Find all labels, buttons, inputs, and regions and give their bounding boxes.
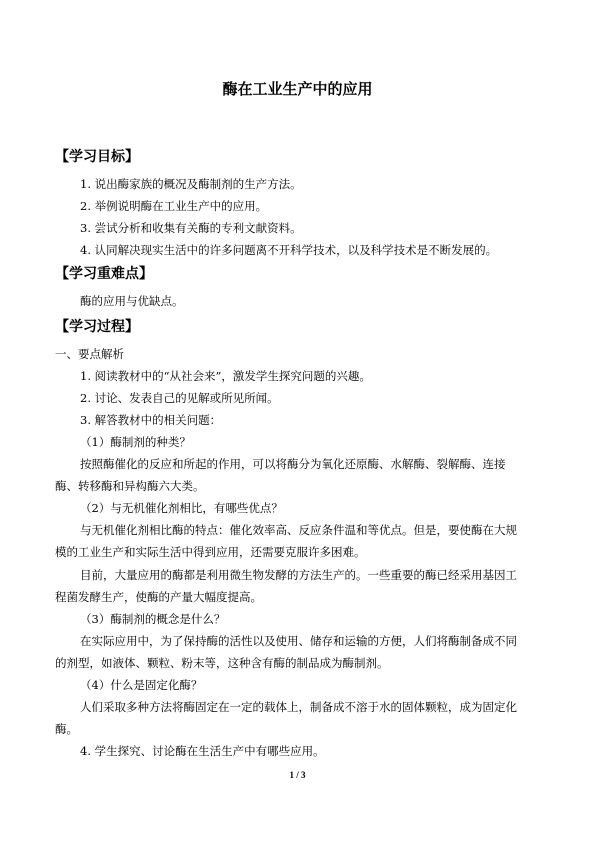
goal-item-1: 1. 说出酶家族的概况及酶制剂的生产方法。 — [80, 177, 302, 191]
step-3: 3. 解答教材中的相关问题： — [80, 413, 222, 427]
answer-3-line-2: 的剂型，如液体、颗粒、粉末等，这种含有酶的制品成为酶制剂。 — [55, 656, 389, 670]
page-title: 酶在工业生产中的应用 — [222, 80, 373, 98]
heading-learning-process: 【学习过程】 — [55, 319, 139, 335]
answer-1-line-1: 按照酶催化的反应和所起的作用，可以将酶分为氧化还原酶、水解酶、裂解酶、连接 — [80, 457, 506, 471]
goal-item-4: 4. 认同解决现实生活中的许多问题离不开科学技术，以及科学技术是不断发展的。 — [80, 243, 498, 257]
question-1: （1）酶制剂的种类？ — [80, 435, 191, 449]
answer-4-line-1: 人们采取多种方法将酶固定在一定的载体上，制备成不溶于水的固体颗粒，成为固定化 — [80, 700, 517, 714]
question-3: （3）酶制剂的概念是什么？ — [80, 612, 226, 626]
goal-item-2: 2. 举例说明酶在工业生产中的应用。 — [80, 199, 268, 213]
answer-1-line-2: 酶、转移酶和异构酶六大类。 — [55, 479, 205, 493]
key-points-text: 酶的应用与优缺点。 — [80, 294, 184, 308]
page-number: 1 / 3 — [289, 770, 306, 780]
part-heading: 一、要点解析 — [55, 347, 124, 361]
question-4: （4）什么是固定化酶？ — [80, 678, 203, 692]
step-2: 2. 讨论、发表自己的见解或所见所闻。 — [80, 391, 279, 405]
answer-3-line-1: 在实际应用中，为了保持酶的活性以及使用、储存和运输的方便，人们将酶制备成不同 — [80, 634, 517, 648]
answer-2b-line-2: 程菌发酵生产，使酶的产量大幅度提高。 — [55, 590, 262, 604]
answer-2-line-1: 与无机催化剂相比酶的特点：催化效率高、反应条件温和等优点。但是，要使酶在大规 — [80, 523, 517, 537]
answer-4-line-2: 酶。 — [55, 722, 78, 736]
question-2: （2）与无机催化剂相比，有哪些优点？ — [80, 501, 283, 515]
heading-key-points: 【学习重难点】 — [55, 266, 153, 282]
answer-2-line-2: 模的工业生产和实际生活中得到应用，还需要克服许多困难。 — [55, 545, 366, 559]
step-4: 4. 学生探究、讨论酶在生活生产中有哪些应用。 — [80, 744, 325, 758]
step-1: 1. 阅读教材中的“从社会来”，激发学生探究问题的兴趣。 — [80, 369, 371, 383]
answer-2b-line-1: 目前，大量应用的酶都是利用微生物发酵的方法生产的。一些重要的酶已经采用基因工 — [80, 568, 517, 582]
goal-item-3: 3. 尝试分析和收集有关酶的专利文献资料。 — [80, 221, 302, 235]
heading-learning-goals: 【学习目标】 — [55, 149, 139, 165]
